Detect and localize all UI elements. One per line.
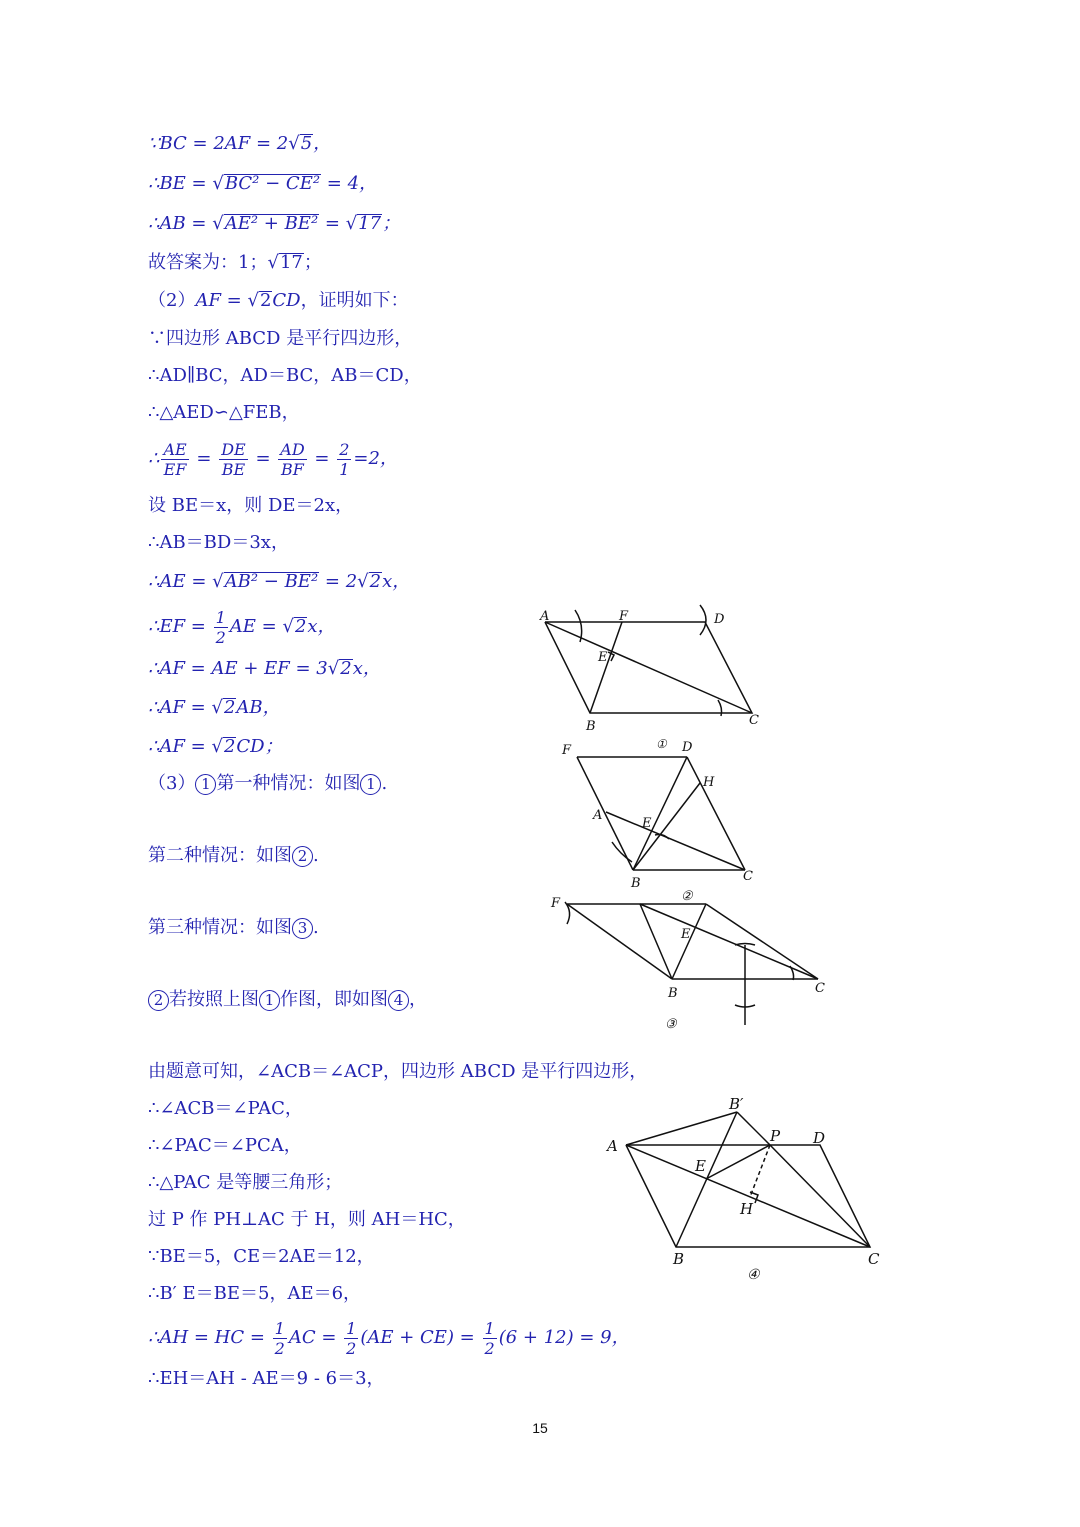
- fig2-label-A: A: [593, 808, 603, 823]
- page-number: 15: [532, 1420, 548, 1436]
- fig4-label-H: H: [740, 1200, 754, 1218]
- fig4-label-Bprime: B′: [729, 1095, 744, 1113]
- line-26: ∵BE＝5，CE＝2AE＝12，: [148, 1246, 375, 1267]
- fig2-label-C: C: [743, 869, 753, 884]
- fig2-label-E: E: [642, 816, 652, 831]
- line-3: ∴AB = √AE² + BE² = √17；: [148, 213, 401, 234]
- line-18: 第二种情况：如图 2 .: [148, 845, 319, 866]
- fig4-label-P: P: [770, 1127, 781, 1145]
- line-9: ∴ $\frac{AE}{EF}$ = $\frac{DE}{BE}$ = $\frac{AD}{BF}$ = $\frac{2}{1}$ =2，: [148, 439, 398, 479]
- line-25: 过 P 作 PH⊥AC 于 H，则 AH＝HC，: [148, 1209, 466, 1230]
- line-11: ∴AB＝BD＝3x，: [148, 532, 289, 553]
- line-20: 2 若按照上图 1 作图，即如图 4 ，: [148, 988, 427, 1012]
- line-10: 设 BE＝x，则 DE＝2x，: [148, 495, 354, 516]
- fig4-label-D: D: [813, 1129, 826, 1147]
- fig2-label-D: D: [682, 740, 693, 755]
- fig3-label-C: C: [815, 981, 825, 996]
- line-19: 第三种情况：如图 3 .: [148, 917, 319, 938]
- line-22: ∴∠ACB＝∠PAC，: [148, 1098, 303, 1119]
- line-5: （2）AF = √2CD，证明如下：: [148, 290, 409, 311]
- fig4-caption: ④: [747, 1267, 760, 1283]
- fig4-label-E: E: [695, 1157, 706, 1175]
- line-4: 故答案为：1；√17；: [148, 252, 322, 273]
- line-15: ∴AF = √2AB，: [148, 697, 281, 718]
- fig1-label-B: B: [586, 719, 596, 734]
- line-24: ∴△PAC 是等腰三角形；: [148, 1172, 343, 1193]
- line-1: ∵BC = 2AF = 2√5，: [148, 133, 332, 154]
- line-29: ∴EH＝AH - AE＝9 - 6＝3，: [148, 1368, 385, 1389]
- fig2-caption: ②: [681, 889, 693, 904]
- line-16: ∴AF = √2CD；: [148, 736, 283, 757]
- figure-3: [565, 902, 818, 1025]
- fig3-label-F: F: [551, 896, 561, 911]
- fig4-label-C: C: [868, 1250, 880, 1268]
- line-12: ∴AE = √AB² − BE² = 2√2x，: [148, 571, 411, 592]
- line-28: ∴AH = HC = $\frac{1}{2}$ AC = $\frac{1}{2}$ (AE + CE) = $\frac{1}{2}$ (6 + 12) = 9，: [148, 1318, 630, 1358]
- line-6: ∵四边形 ABCD 是平行四边形，: [148, 328, 413, 349]
- fig1-label-A: A: [540, 609, 550, 624]
- line-2: ∴BE = √BC² − CE² = 4，: [148, 173, 378, 194]
- fig1-label-E: E: [598, 650, 608, 665]
- line-21: 由题意可知，∠ACB＝∠ACP，四边形 ABCD 是平行四边形，: [148, 1061, 648, 1082]
- fig4-label-B: B: [673, 1250, 685, 1268]
- fig3-label-E: E: [681, 927, 691, 942]
- fig4-label-A: A: [607, 1137, 618, 1155]
- line-7: ∴AD∥BC，AD＝BC，AB＝CD，: [148, 365, 422, 386]
- line-23: ∴∠PAC＝∠PCA，: [148, 1135, 302, 1156]
- fig1-label-D: D: [714, 612, 725, 627]
- figure-4: [626, 1112, 870, 1247]
- line-13: ∴EF = $\frac{1}{2}$ AE = √2x，: [148, 607, 336, 647]
- fig1-caption: ①: [656, 737, 667, 751]
- fig3-caption: ③: [665, 1017, 677, 1032]
- fig3-label-B: B: [668, 986, 678, 1001]
- fig2-label-F: F: [562, 743, 572, 758]
- line-17: （3） 1 第一种情况：如图 1 .: [148, 773, 388, 794]
- line-14: ∴AF = AE + EF = 3√2x，: [148, 658, 381, 679]
- line-27: ∴B′ E＝BE＝5，AE＝6，: [148, 1283, 362, 1304]
- fig1-label-F: F: [619, 609, 629, 624]
- fig2-label-B: B: [631, 876, 641, 891]
- line-8: ∴△AED∽△FEB，: [148, 402, 300, 423]
- fig1-label-C: C: [749, 713, 759, 728]
- fig2-label-H: H: [703, 775, 715, 790]
